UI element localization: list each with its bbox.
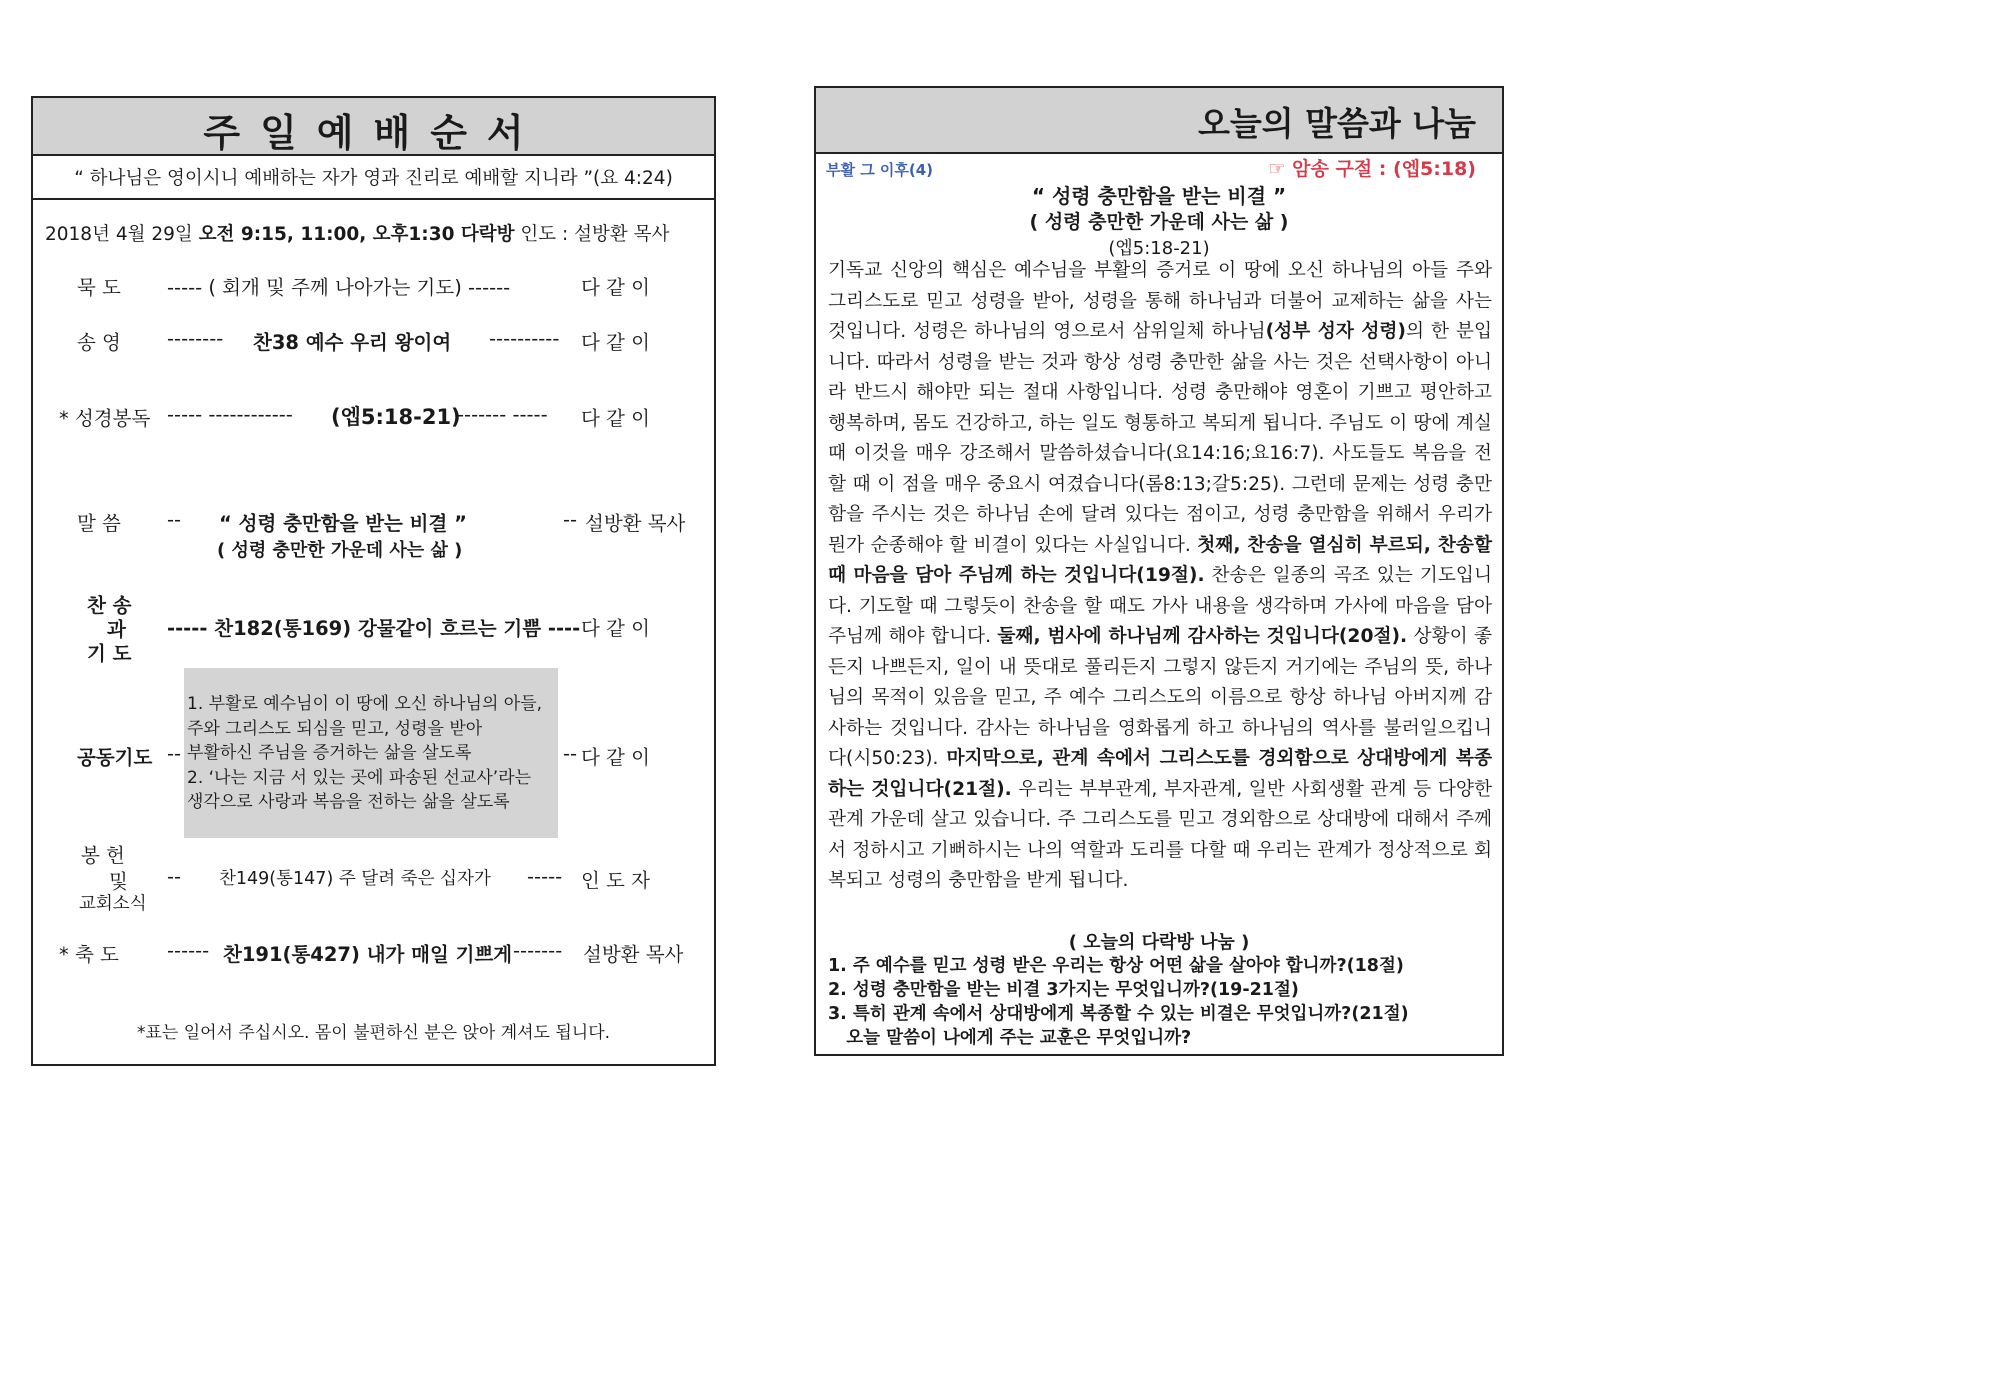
item-label-benediction: * 축 도 <box>59 943 119 966</box>
item-dash-benediction-1: ------ <box>167 939 210 962</box>
sermon-title: “ 성령 충만함을 받는 비결 ” <box>1031 184 1287 208</box>
item-dash-prayer-2: -- <box>563 742 578 765</box>
prayer-line: 2. ‘나는 지금 서 있는 곳에 파송된 선교사’라는 <box>187 767 532 788</box>
motto-verse: “ 하나님은 영이시니 예배하는 자가 영과 진리로 예배할 지니라 ”(요 4:24) <box>74 168 673 189</box>
body-text: 우리는 부부관계, 부자관계, 일반 사회생활 관계 등 다양한 관계 가운데 살고 있습니다. 주 그리스도를 믿고 경외함으로 상대방에 대해서 주께서 정하시고 기뻐하시는 나의 역할과 도리를 다할 때 우리는 관계가 정상적으로 회복되고 성령의 충만함을 받게 됩니다. <box>828 778 1492 891</box>
service-leader: 인도 : 설방환 목사 <box>514 224 670 245</box>
standing-note: *표는 일어서 주십시오. 몸이 불편하신 분은 앉아 계셔도 됩니다. <box>136 1023 611 1043</box>
item-dash-offering-1: -- <box>167 865 182 888</box>
sharing-question: 3. 특히 관계 속에서 상대방에게 복종할 수 있는 비결은 무엇입니까?(21절) <box>828 1004 1409 1024</box>
item-content-praise: 찬38 예수 우리 왕이여 <box>253 331 452 354</box>
sharing-question: 2. 성령 충만함을 받는 비결 3가지는 무엇입니까?(19-21절) <box>828 980 1299 1000</box>
body-bold: 마지막으로, 관계 속에서 그리스도를 경외함으로 상대방에게 복종하는 것입니다(21절). <box>828 748 1493 800</box>
item-sermon-title: “ 성령 충만함을 받는 비결 ” <box>219 512 467 535</box>
worship-order-header <box>33 98 714 156</box>
series-label: 부활 그 이후(4) <box>826 161 934 179</box>
sermon-sheet-title: 오늘의 말씀과 나눔 <box>1197 104 1476 143</box>
common-prayer-box <box>184 668 558 838</box>
body-bold: 둘째, 범사에 하나님께 감사하는 것입니다(20절). <box>997 626 1408 647</box>
body-text: 의 한 분입니다. 따라서 성령을 받는 것과 항상 성령 충만한 삶을 사는 것은 선택사항이 아니라 반드시 해야만 되는 절대 사항입니다. 성령 충만해야 영혼이 기쁘고 평안하고 행복하며, 몸도 건강하고, 하는 일도 형통하고 복되게 됩니다. 주님도 이 땅에 계실 때 이것을 매우 강조해서 말씀하셨습니다(요14:16;요16:7). 사도들도 복음을 전할 때 이 점을 매우 중요시 여겼습니다(롬8:13;갈5:25). 그런데 문제는 성령 충만함을 주시는 것은 하나님 손에 달려 있다는 점이고, 성령 충만함을 위해서 우리가 뭔가 순종해야 할 비결이 있다는 사실입니다. <box>828 321 1492 556</box>
item-content-hymn: ----- 찬182(통169) 강물같이 흐르는 기쁨 ---- <box>167 617 581 640</box>
service-date: 2018년 4월 29일 <box>45 224 199 245</box>
item-dash-reading-2: ------- ----- <box>457 403 548 426</box>
item-dash-praise-2: ---------- <box>489 327 560 350</box>
sermon-reference: (엡5:18-21) <box>1108 238 1210 259</box>
item-label-offering-3: 교회소식 <box>79 894 147 914</box>
item-dash-prayer-1: -- <box>167 742 182 765</box>
body-bold: 첫째, 찬송을 열심히 부르되, 찬송할 때 마음을 담아 주님께 하는 것입니다(19절). <box>828 534 1492 586</box>
item-dash-reading-1: ----- ------------ <box>167 403 293 426</box>
sermon-subtitle: ( 성령 충만한 가운데 사는 삶 ) <box>1029 211 1289 233</box>
prayer-line: 생각으로 사랑과 복음을 전하는 삶을 살도록 <box>187 792 510 812</box>
item-who-sermon: 설방환 목사 <box>585 512 686 535</box>
item-content-silent-prayer: ----- ( 회개 및 주께 나아가는 기도) ------ <box>167 276 511 299</box>
worship-order-title: 주일예배순서 <box>203 111 544 155</box>
item-who-benediction: 설방환 목사 <box>583 943 684 966</box>
item-label-common-prayer: 공동기도 <box>77 746 153 769</box>
prayer-line: 부활하신 주님을 증거하는 삶을 살도록 <box>187 743 472 763</box>
memory-verse: ☞ 암송 구절 : (엡5:18) <box>1268 158 1476 180</box>
body-text: 기독교 신앙의 핵심은 예수님을 부활의 증거로 이 땅에 오신 하나님의 아들 주와 그리스도로 믿고 성령을 받아, 성령을 통해 하나님과 더불어 교제하는 삶을 사는 것입니다. 성령은 하나님의 영으로서 삼위일체 하나님 <box>828 260 1492 342</box>
item-label-hymn-2: 과 <box>107 618 126 641</box>
prayer-line: 1. 부활로 예수님이 이 땅에 오신 하나님의 아들, <box>187 694 543 714</box>
sermon-body <box>828 256 1492 897</box>
item-who-hymn: 다 같 이 <box>581 617 650 640</box>
service-info <box>45 220 669 246</box>
item-label-hymn-3: 기 도 <box>87 642 132 665</box>
worship-order-sheet <box>31 96 716 1066</box>
item-label-offering-2: 및 <box>109 870 128 893</box>
sermon-sheet <box>814 86 1504 1056</box>
item-label-offering-1: 봉 헌 <box>81 844 125 867</box>
item-label-sermon: 말 씀 <box>77 512 121 535</box>
body-text: 상황이 좋든지 나쁘든지, 일이 내 뜻대로 풀리든지 그렇지 않든지 거기에는 주님의 뜻, 하나님의 목적이 있음을 믿고, 주 예수 그리스도의 이름으로 항상 하나님 아버지께 감사하는 것입니다. 감사는 하나님을 영화롭게 하고 하나님의 역사를 불러일으킵니다(시50:23). <box>828 626 1493 769</box>
item-who-silent-prayer: 다 같 이 <box>581 276 650 299</box>
item-dash-sermon-2: -- <box>563 508 578 531</box>
item-who-reading: 다 같 이 <box>581 407 650 430</box>
item-content-reading: (엡5:18-21) <box>331 405 461 429</box>
prayer-line: 주와 그리스도 되심을 믿고, 성령을 받아 <box>187 718 483 739</box>
item-label-hymn-1: 찬 송 <box>87 594 132 617</box>
item-dash-offering-2: ----- <box>527 865 563 888</box>
sharing-question: 오늘 말씀이 나에게 주는 교훈은 무엇입니까? <box>828 1028 1192 1048</box>
body-bold: (성부 성자 성령) <box>1265 321 1406 342</box>
item-label-praise: 송 영 <box>77 331 121 354</box>
item-content-offering: 찬149(통147) 주 달려 죽은 십자가 <box>219 869 491 889</box>
item-dash-praise-1: -------- <box>167 327 224 350</box>
sharing-question: 1. 주 예수를 믿고 성령 받은 우리는 항상 어떤 삶을 살아야 합니까?(18절) <box>828 956 1404 976</box>
item-dash-sermon-1: -- <box>167 508 182 531</box>
sharing-title: ( 오늘의 다락방 나눔 ) <box>1068 932 1250 953</box>
item-label-silent-prayer: 묵 도 <box>77 276 121 299</box>
item-dash-benediction-2: ------- <box>513 939 563 962</box>
service-times: 오전 9:15, 11:00, 오후1:30 다락방 <box>198 224 515 245</box>
item-content-benediction: 찬191(통427) 내가 매일 기쁘게 <box>223 943 513 966</box>
item-sermon-subtitle: ( 성령 충만한 가운데 사는 삶 ) <box>217 540 463 561</box>
item-who-offering: 인 도 자 <box>581 869 650 892</box>
item-label-reading: * 성경봉독 <box>59 407 151 430</box>
body-text: 찬송은 일종의 곡조 있는 기도입니다. 기도할 때 그렇듯이 찬송을 할 때도 가사 내용을 생각하며 가사에 마음을 담아 주님께 해야 합니다. <box>828 565 1492 647</box>
sermon-sheet-header <box>816 88 1502 154</box>
item-who-praise: 다 같 이 <box>581 331 650 354</box>
item-who-common-prayer: 다 같 이 <box>581 746 650 769</box>
divider <box>33 198 714 200</box>
